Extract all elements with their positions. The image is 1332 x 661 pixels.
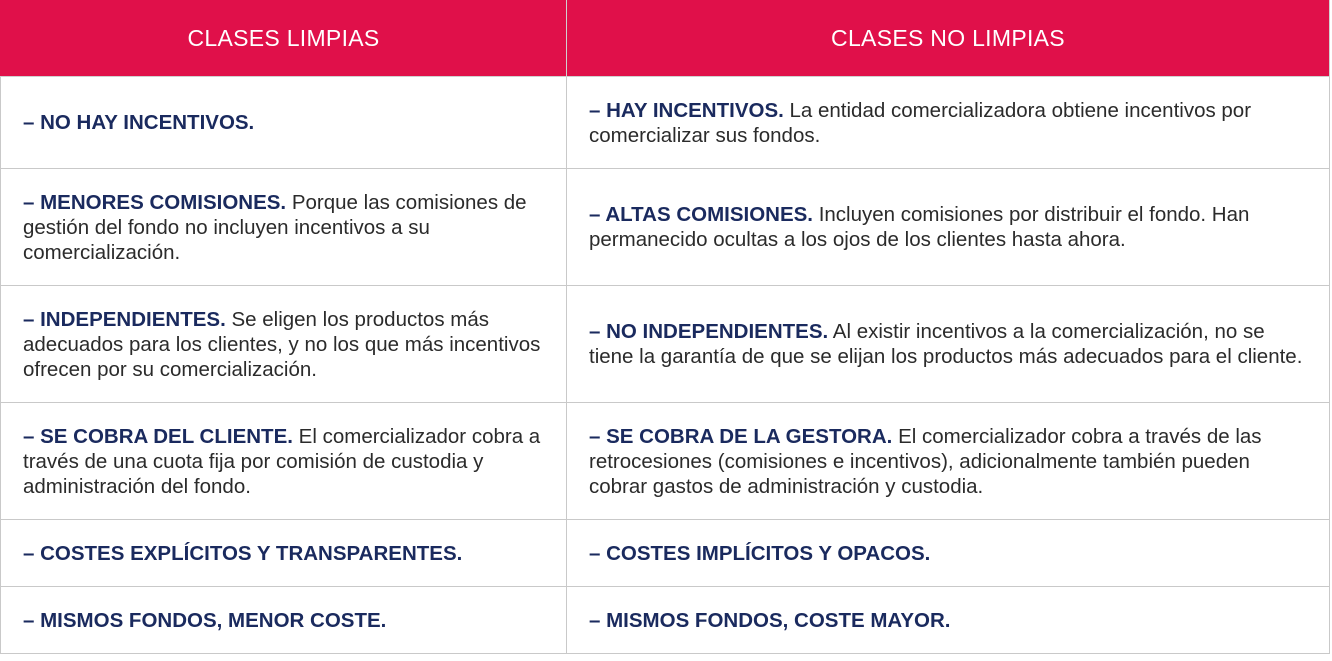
- cell-lead: – COSTES EXPLÍCITOS Y TRANSPARENTES.: [23, 541, 463, 565]
- header-clases-no-limpias: CLASES NO LIMPIAS: [567, 0, 1330, 77]
- cell-clases-limpias: [1, 587, 567, 654]
- cell-lead: – NO HAY INCENTIVOS.: [23, 111, 255, 134]
- cell-clases-limpias: [1, 286, 567, 403]
- cell-lead: – SE COBRA DE LA GESTORA.: [589, 424, 893, 448]
- cell-clases-no-limpias: [567, 77, 1330, 169]
- cell-lead: – COSTES IMPLÍCITOS Y OPACOS.: [589, 541, 931, 565]
- cell-lead: – MENORES COMISIONES.: [23, 190, 287, 214]
- cell-lead: – MISMOS FONDOS, MENOR COSTE.: [23, 608, 387, 632]
- table-row: [1, 169, 1330, 286]
- cell-clases-limpias: [1, 403, 567, 520]
- cell-clases-no-limpias: [567, 520, 1330, 587]
- cell-lead: – SE COBRA DEL CLIENTE.: [23, 424, 293, 448]
- cell-clases-no-limpias: [567, 587, 1330, 654]
- cell-text: Se eligen los productos más adecuados para los clientes, y no los que más incentivos ofrecen por su comercialización.: [23, 307, 541, 381]
- table-row: [1, 587, 1330, 654]
- cell-text: El comercializador cobra a través de las retrocesiones (comisiones e incentivos), adicionalmente también pueden cobrar gastos de administración y custodia.: [589, 424, 1262, 498]
- cell-clases-no-limpias: [567, 403, 1330, 520]
- cell-clases-limpias: [1, 77, 567, 169]
- table-row: [1, 286, 1330, 403]
- cell-lead: – INDEPENDIENTES.: [23, 307, 226, 331]
- table-row: [1, 520, 1330, 587]
- cell-text: Porque las comisiones de gestión del fondo no incluyen incentivos a su comercialización.: [23, 190, 527, 264]
- cell-clases-limpias: [1, 520, 567, 587]
- cell-text: Incluyen comisiones por distribuir el fondo. Han permanecido ocultas a los ojos de los clientes hasta ahora.: [589, 203, 1250, 251]
- table-header-row: [1, 0, 1330, 77]
- cell-lead: – HAY INCENTIVOS.: [589, 98, 784, 122]
- cell-text: El comercializador cobra a través de una cuota fija por comisión de custodia y administración del fondo.: [23, 424, 541, 498]
- cell-clases-limpias: [1, 169, 567, 286]
- table-row: [1, 403, 1330, 520]
- header-clases-limpias: CLASES LIMPIAS: [1, 0, 567, 77]
- cell-clases-no-limpias: [567, 286, 1330, 403]
- cell-lead: – NO INDEPENDIENTES.: [589, 320, 829, 343]
- cell-text: Al existir incentivos a la comercialización, no se tiene la garantía de que se elijan los productos más adecuados para el cliente.: [589, 320, 1303, 368]
- cell-lead: – MISMOS FONDOS, COSTE MAYOR.: [589, 608, 951, 632]
- table-row: [1, 77, 1330, 169]
- cell-lead: – ALTAS COMISIONES.: [589, 203, 813, 226]
- cell-clases-no-limpias: [567, 169, 1330, 286]
- cell-text: La entidad comercializadora obtiene incentivos por comercializar sus fondos.: [589, 98, 1252, 147]
